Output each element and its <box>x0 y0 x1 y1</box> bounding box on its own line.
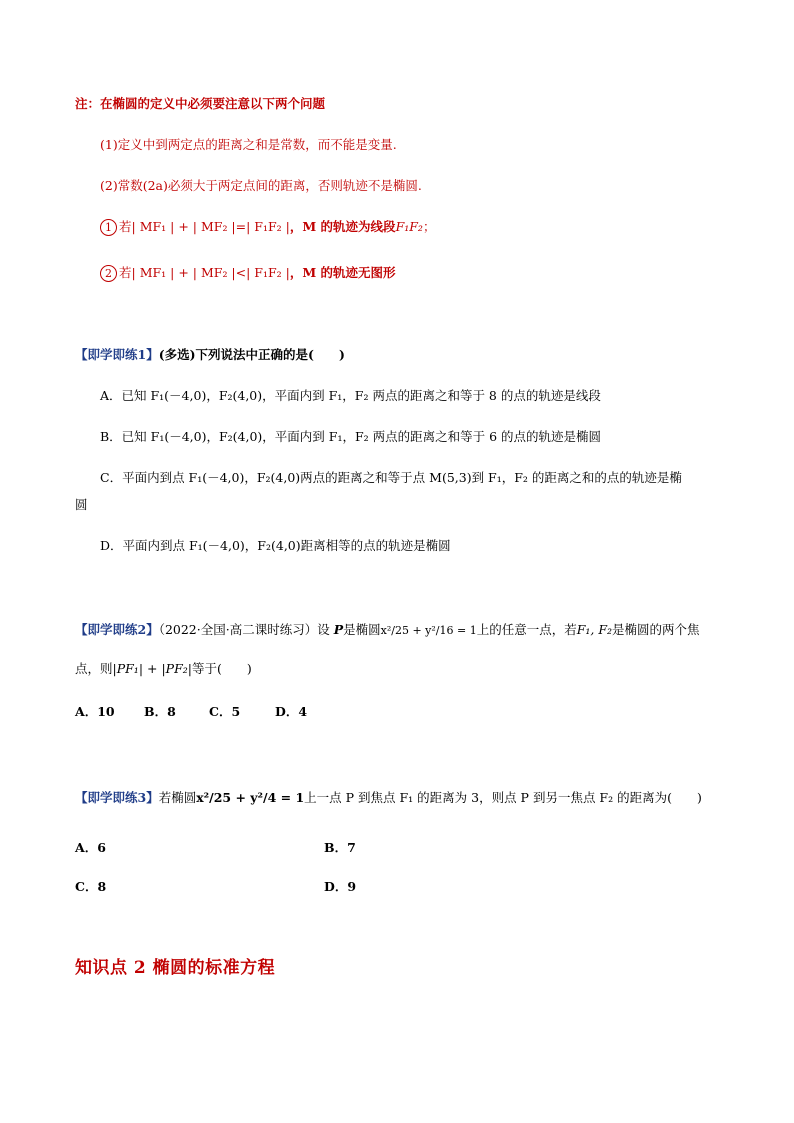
segment-f1f2: F₁F₂ <box>395 219 423 234</box>
case-1-condition: | MF₁ | + | MF₂ |=| F₁F₂ | <box>131 219 290 234</box>
note-title: 注：在椭圆的定义中必须要注意以下两个问题 <box>75 96 326 111</box>
note-point-1: (1)定义中到两定点的距离之和是常数，而不能是变量. <box>100 137 397 152</box>
exercise-1-option-b: B．已知 F₁(－4,0)，F₂(4,0)，平面内到 F₁，F₂ 两点的距离之和等于 6 的点的轨迹是椭圆 <box>100 429 602 444</box>
exercise-1-option-c: C．平面内到点 F₁(－4,0)，F₂(4,0)两点的距离之和等于点 M(5,3)到 F₁，F₂ 的距离之和的点的轨迹是椭 <box>100 470 682 485</box>
exercise-3-option-d: D．9 <box>324 879 357 894</box>
exercise-1-stem: 【即学即练1】(多选)下列说法中正确的是( ) <box>75 347 345 362</box>
circled-two-marker: 2 <box>100 265 117 282</box>
note-case-2: 2 若| MF₁ | + | MF₂ |<| F₁F₂ |，M 的轨迹无图形 <box>100 265 396 282</box>
note-case-1: 1 若| MF₁ | + | MF₂ |=| F₁F₂ |，M 的轨迹为线段F₁F₂； <box>100 219 435 236</box>
exercise-3-stem: 【即学即练3】若椭圆x²/25 + y²/4 = 1上一点 P 到焦点 F₁ 的距离为 3，则点 P 到另一焦点 F₂ 的距离为( ) <box>75 790 702 805</box>
exercise-2-option-c: C．5 <box>209 704 241 719</box>
exercise-2-stem: 【即学即练2】（2022·全国·高二课时练习）设 P是椭圆x²/25 + y²/16 = 1上的任意一点，若F₁, F₂是椭圆的两个焦 <box>75 622 700 637</box>
exercise-2-tag: 【即学即练2】 <box>75 622 159 637</box>
exercise-1-option-a: A．已知 F₁(－4,0)，F₂(4,0)，平面内到 F₁，F₂ 两点的距离之和等于 8 的点的轨迹是线段 <box>100 388 601 403</box>
exercise-1-option-d: D．平面内到点 F₁(－4,0)，F₂(4,0)距离相等的点的轨迹是椭圆 <box>100 538 451 553</box>
exercise-3-option-c: C．8 <box>75 879 107 894</box>
exercise-3-option-a: A．6 <box>75 840 106 855</box>
circled-one-marker: 1 <box>100 219 117 236</box>
exercise-2-source: （2022·全国·高二课时练习）设 <box>158 622 330 637</box>
exercise-3-tag: 【即学即练3】 <box>75 790 159 805</box>
exercise-2-option-d: D．4 <box>275 704 308 719</box>
distance-sum: |PF₁| + |PF₂| <box>112 661 192 676</box>
case-2-condition: | MF₁ | + | MF₂ |<| F₁F₂ | <box>131 265 290 280</box>
note-point-2: (2)常数(2a)必须大于两定点间的距离，否则轨迹不是椭圆. <box>100 178 422 193</box>
ellipse-equation-3: x²/25 + y²/4 = 1 <box>196 790 305 805</box>
exercise-2-option-b: B．8 <box>144 704 176 719</box>
ellipse-equation-2: x²/25 + y²/16 = 1 <box>380 624 477 637</box>
exercise-2-stem-line-2: 点，则|PF₁| + |PF₂|等于( ) <box>75 661 252 676</box>
foci-label: F₁, F₂ <box>576 622 613 637</box>
exercise-3-option-b: B．7 <box>324 840 356 855</box>
exercise-2-option-a: A．10 <box>75 704 115 719</box>
exercise-1-tag: 【即学即练1】 <box>75 347 159 362</box>
section-heading: 知识点 2 椭圆的标准方程 <box>75 958 276 978</box>
exercise-1-option-c-wrap: 圆 <box>75 497 88 512</box>
